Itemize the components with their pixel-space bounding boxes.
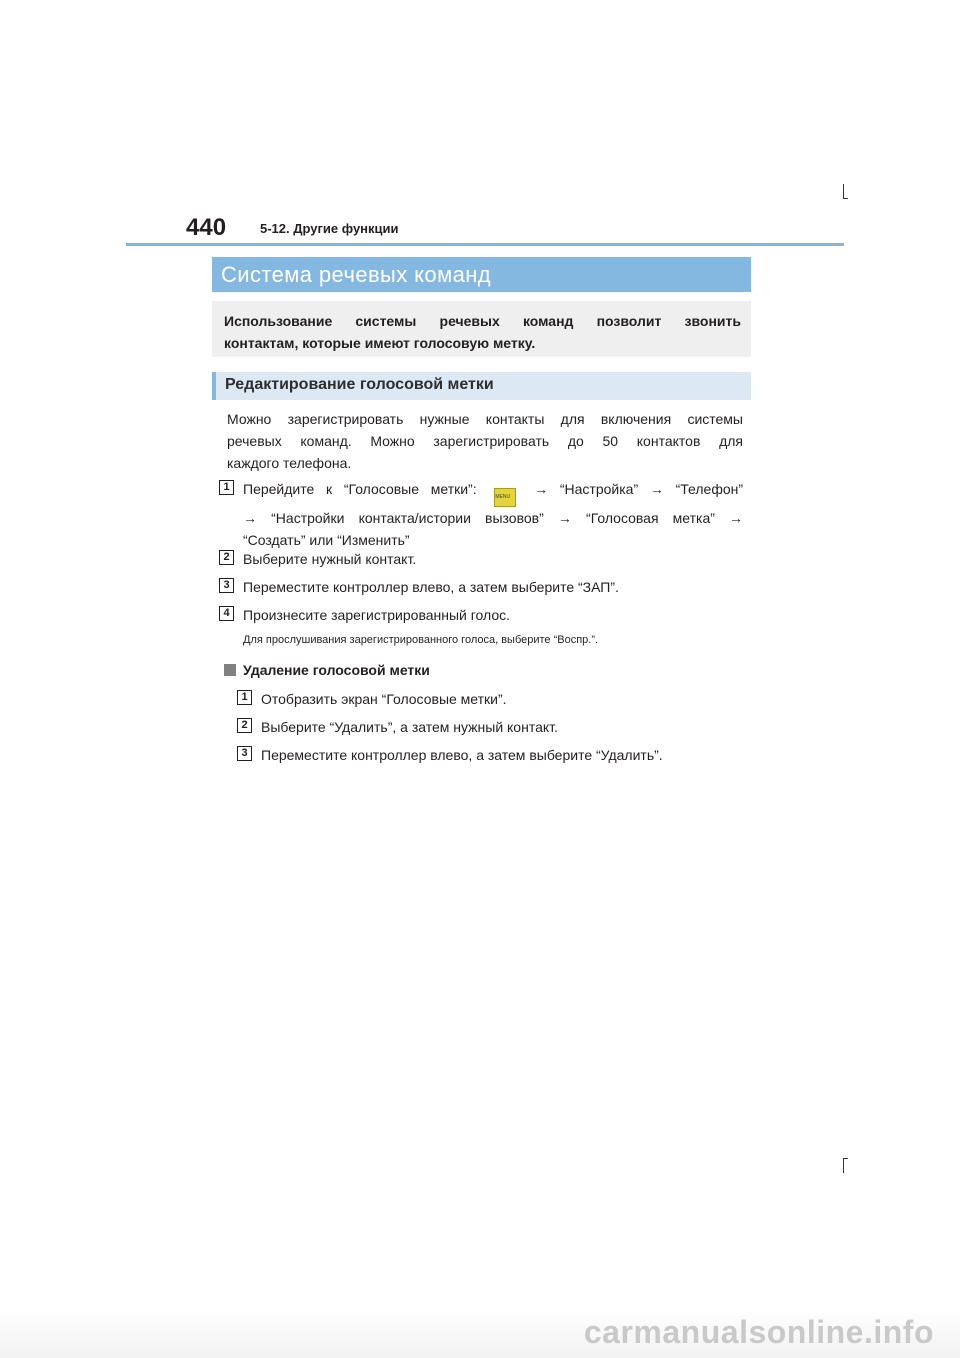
step-number-badge: 2: [219, 550, 234, 565]
arrow-icon: →: [649, 481, 664, 497]
arrow-icon: →: [557, 510, 572, 526]
intro-line-2: контактам, которые имеют голосовую метку.: [224, 335, 536, 351]
step-1: [243, 478, 743, 551]
header-rule: [126, 243, 844, 246]
step-number-badge: 3: [237, 746, 252, 761]
crop-mark-bottom-foot: [843, 1158, 848, 1159]
delete-step-2: Выберите “Удалить”, а затем нужный контакт.: [261, 719, 558, 735]
subheading-text: Редактирование голосовой метки: [225, 376, 494, 393]
page-number: 440: [186, 214, 227, 241]
section-title-text: Система речевых команд: [221, 262, 492, 287]
section-title: [212, 257, 751, 292]
step-1-line-2: [243, 507, 743, 529]
step-number-badge: 2: [237, 718, 252, 733]
paragraph-line-3: каждого телефона.: [227, 455, 352, 471]
step-number-badge: 1: [219, 480, 234, 495]
arrow-icon: →: [534, 481, 549, 497]
delete-heading: Удаление голосовой метки: [243, 662, 430, 678]
step-1-line-3: “Создать” или “Изменить”: [243, 532, 410, 548]
paragraph-line-2: речевых команд. Можно зарегистрировать до 50 контактов для: [227, 433, 743, 449]
step-3: Переместите контроллер влево, а затем выберите “ЗАП”.: [243, 579, 619, 595]
subheading-accent-bar: [212, 372, 216, 400]
intro-line-1: Использование системы речевых команд позволит звонить: [224, 313, 741, 329]
step-number-badge: 4: [219, 606, 234, 621]
crop-mark-top: [843, 184, 844, 199]
square-bullet-icon: [224, 664, 236, 676]
watermark-text: carmanualsonline.info: [583, 1314, 934, 1350]
delete-step-1: Отобразить экран “Голосовые метки”.: [261, 691, 507, 707]
step-1-text-c: “Телефон”: [675, 481, 744, 497]
step-1-text-e: “Голосовая метка”: [586, 510, 715, 526]
subheading: [212, 372, 751, 400]
step-number-badge: 3: [219, 578, 234, 593]
step-1-line-1: [243, 478, 743, 507]
section-reference: 5-12. Другие функции: [260, 221, 399, 236]
step-1-text-b: “Настройка”: [559, 481, 639, 497]
delete-step-3: Переместите контроллер влево, а затем выберите “Удалить”.: [261, 747, 663, 763]
paragraph-line-1: Можно зарегистрировать нужные контакты для включения системы: [227, 411, 743, 427]
body-paragraph: [227, 408, 743, 474]
intro-box: [212, 301, 751, 357]
menu-button-icon: [494, 488, 516, 507]
step-2: Выберите нужный контакт.: [243, 551, 417, 567]
watermark-bar: [0, 1308, 960, 1358]
step-1-text-d: “Настройки контакта/истории вызовов”: [271, 510, 544, 526]
crop-mark-bottom: [843, 1158, 844, 1173]
step-4: Произнесите зарегистрированный голос.: [243, 607, 511, 623]
step-4-note: Для прослушивания зарегистрированного голоса, выберите “Воспр.”.: [243, 634, 599, 646]
crop-mark-top-foot: [843, 198, 848, 199]
step-number-badge: 1: [237, 690, 252, 705]
menu-icon-label: MENU: [495, 494, 511, 500]
arrow-icon: →: [243, 510, 257, 526]
step-1-text-a: Перейдите к “Голосовые метки”:: [243, 481, 477, 497]
arrow-icon: →: [729, 510, 744, 526]
